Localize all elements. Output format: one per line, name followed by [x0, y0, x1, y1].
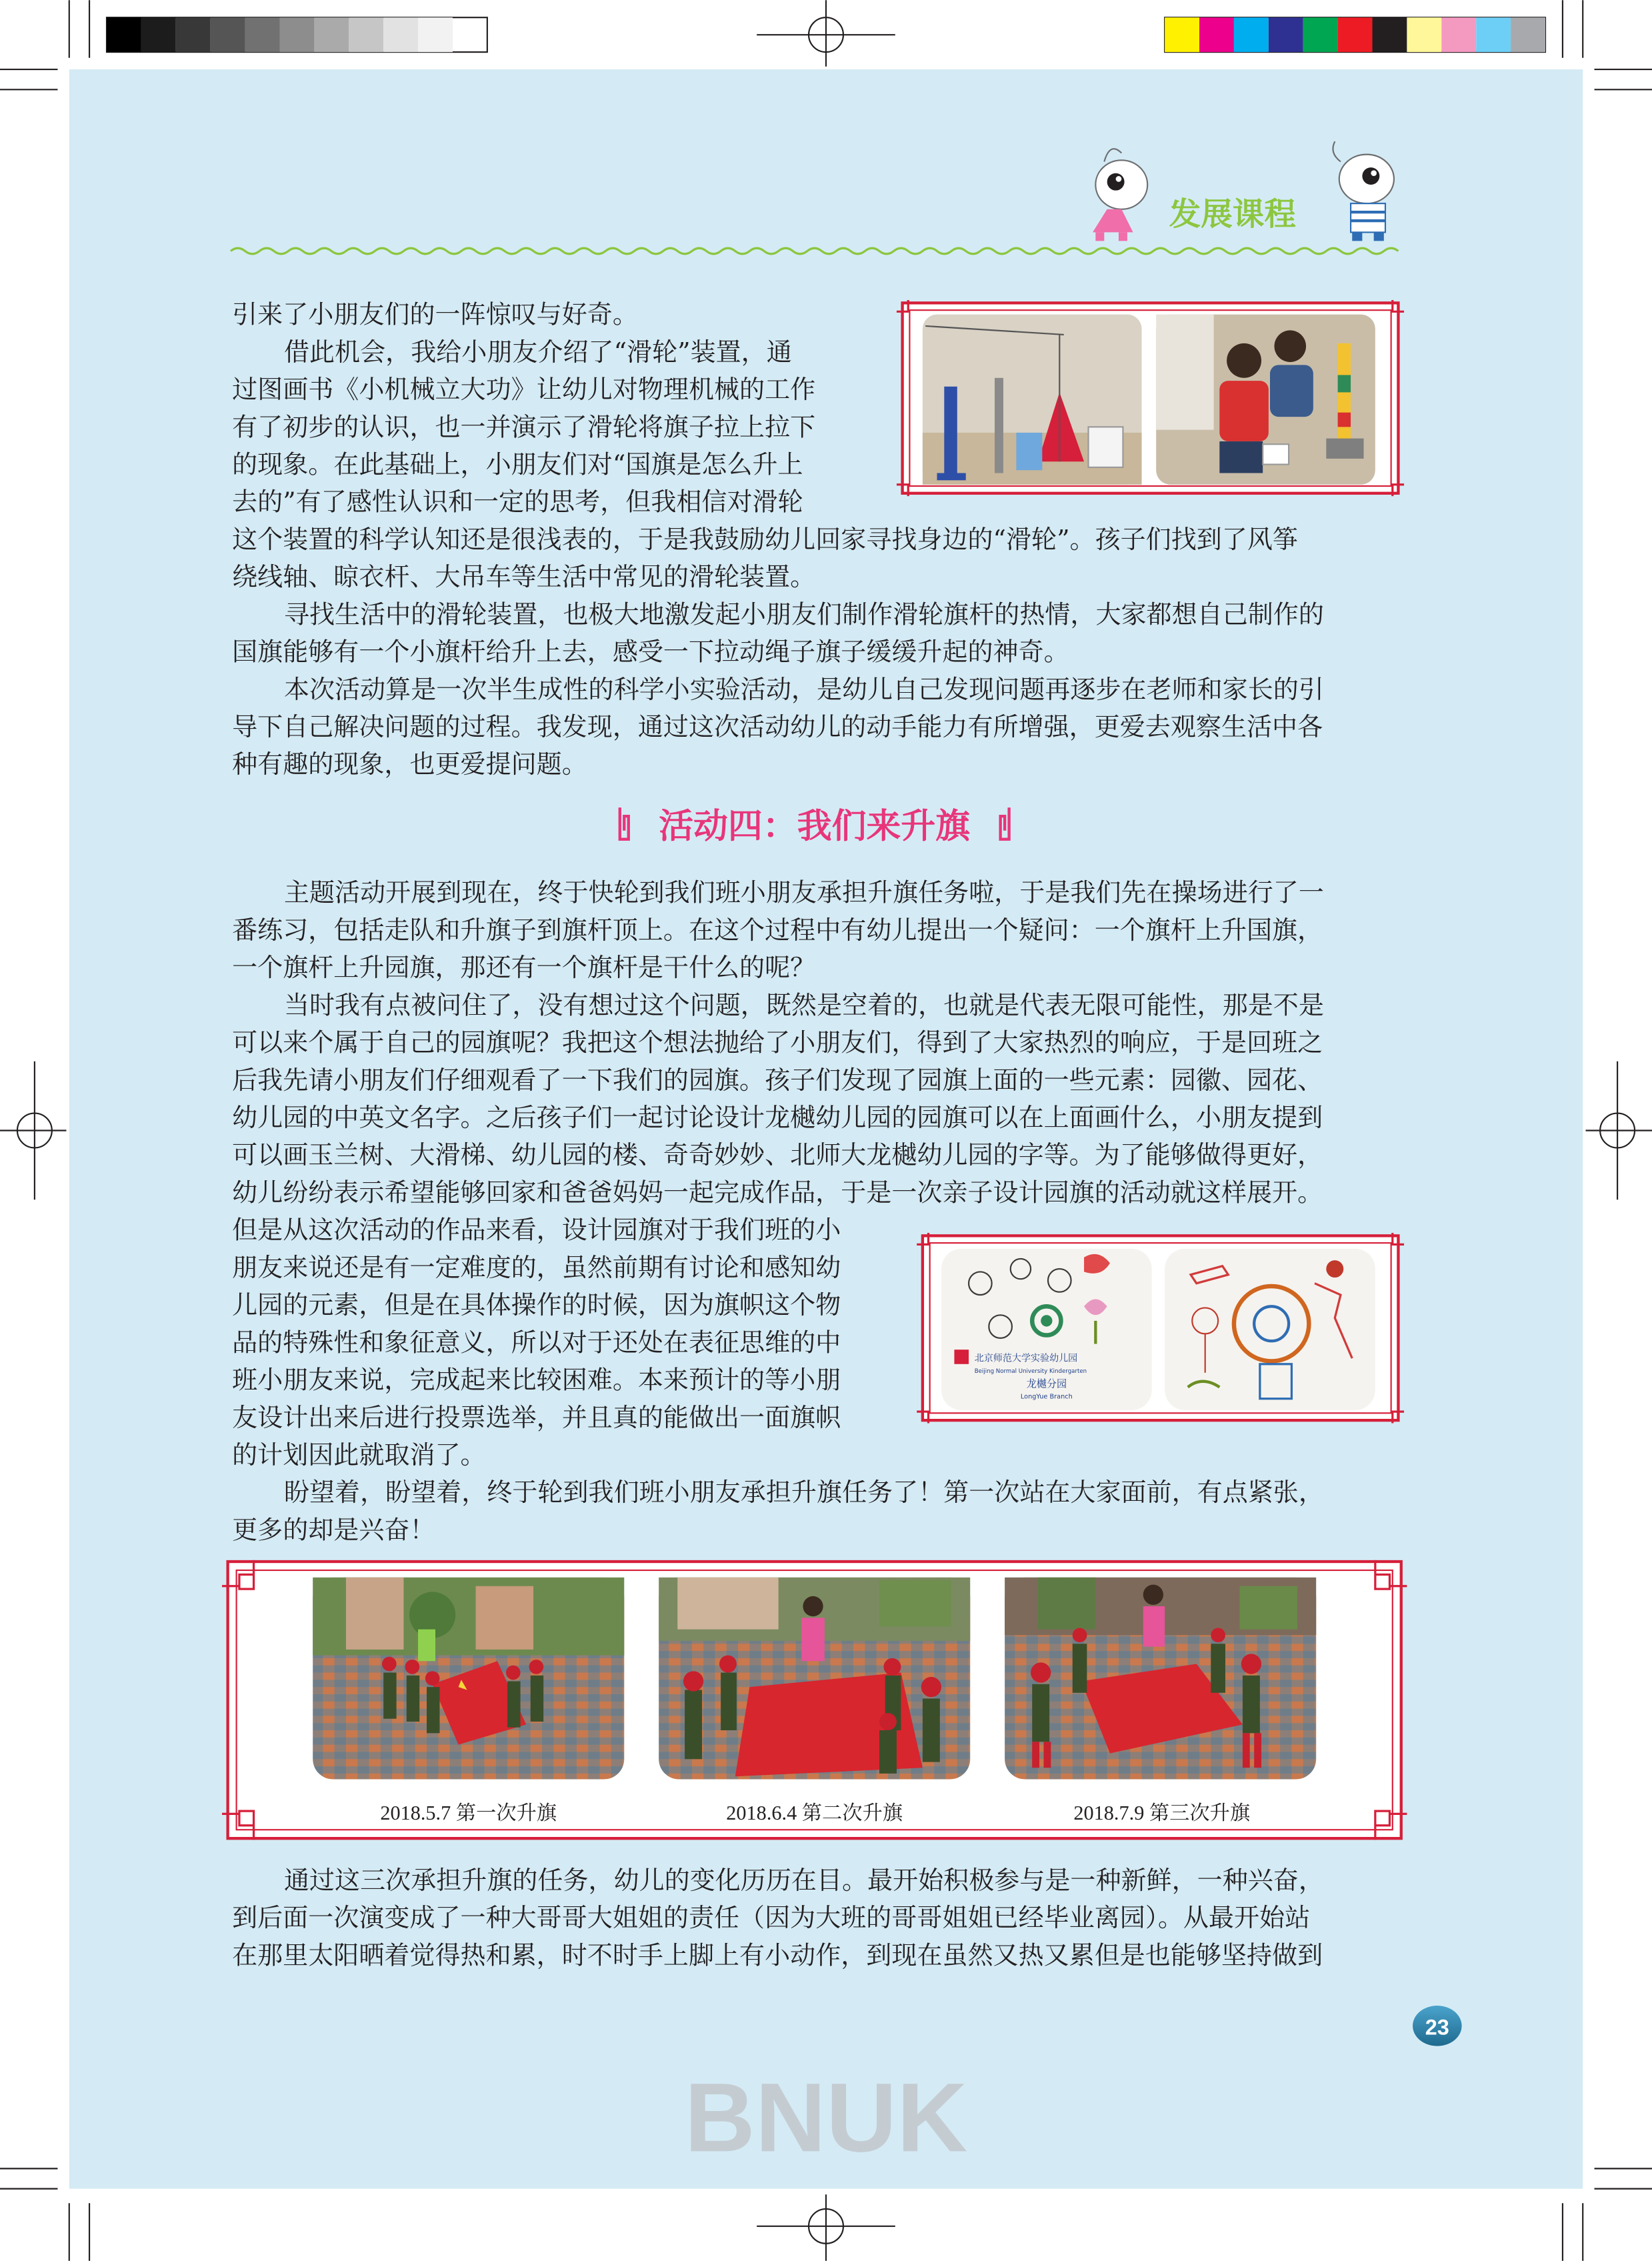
paragraph-line: 友设计出来后进行投票选举，并且真的能做出一面旗帜 [232, 1402, 841, 1432]
photo-frame-flag-designs [917, 1233, 1404, 1423]
color-bar-icon [1165, 17, 1545, 52]
artwork-branch-name: 龙樾分园 [1026, 1378, 1067, 1390]
paragraph-line: 引来了小朋友们的一阵惊叹与好奇。 [232, 299, 638, 329]
activity-heading: 活动四：我们来升旗 [659, 806, 971, 847]
photo-caption-2: 2018.6.4 第二次升旗 [726, 1802, 903, 1825]
footer-watermark: BNUK [684, 2063, 968, 2173]
paragraph-line: 后我先请小朋友们仔细观看了一下我们的园旗。孩子们发现了园旗上面的一些元素：园徽、园花、 [232, 1065, 1323, 1095]
paragraph-line: 番练习，包括走队和升旗子到旗杆顶上。在这个过程中有幼儿提出一个疑问：一个旗杆上升国旗， [232, 915, 1323, 945]
paragraph-line: 本次活动算是一次半生成性的科学小实验活动，是幼儿自己发现问题再逐步在老师和家长的引 [283, 674, 1324, 704]
pulley-models-photo [923, 315, 1142, 485]
paragraph-line: 盼望着，盼望着，终于轮到我们班小朋友承担升旗任务了！第一次站在大家面前，有点紧张， [283, 1478, 1324, 1508]
photo-caption-1: 2018.5.7 第一次升旗 [380, 1802, 557, 1825]
paragraph-line: 国旗能够有一个小旗杆给升上去，感受一下拉动绳子旗子缓缓升起的神奇。 [232, 637, 1069, 667]
artwork-branch-name-en: LongYue Branch [1020, 1393, 1073, 1401]
paragraph-line: 的计划因此就取消了。 [232, 1440, 486, 1470]
artwork-school-name-en: Beijing Normal University Kindergarten [974, 1368, 1087, 1375]
paragraph-line: 儿园的元素，但是在具体操作的时候，因为旗帜这个物 [232, 1290, 841, 1320]
paragraph-line: 当时我有点被问住了，没有想过这个问题，既然是空着的，也就是代表无限可能性，那是不是 [283, 990, 1324, 1020]
paragraph-line: 在那里太阳晒着觉得热和累，时不时手上脚上有小动作，到现在虽然又热又累但是也能够坚持做到 [232, 1940, 1323, 1970]
paragraph-line: 到后面一次演变成了一种大哥哥大姐姐的责任（因为大班的哥哥姐姐已经毕业离园）。从最开始站 [232, 1903, 1311, 1933]
paragraph-line: 导下自己解决问题的过程。我发现，通过这次活动幼儿的动手能力有所增强，更爱去观察生活中各 [232, 712, 1323, 742]
flag-raising-photo-2 [659, 1578, 970, 1780]
paragraph-line: 有了初步的认识，也一并演示了滑轮将旗子拉上拉下 [232, 412, 816, 442]
paragraph-line: 一个旗杆上升园旗，那还有一个旗杆是干什么的呢？ [232, 953, 816, 983]
children-building-photo [1156, 315, 1375, 485]
photo-frame-pulley [897, 300, 1404, 496]
paragraph-line: 绕线轴、晾衣杆、大吊车等生活中常见的滑轮装置。 [232, 562, 816, 592]
flag-raising-photo-3 [1005, 1578, 1316, 1780]
artwork-school-name: 北京师范大学实验幼儿园 [974, 1353, 1078, 1364]
paragraph-line: 主题活动开展到现在，终于快轮到我们班小朋友承担升旗任务啦，于是我们先在操场进行了一 [283, 877, 1324, 907]
flag-design-drawing-2 [1165, 1249, 1375, 1410]
paragraph-line: 但是从这次活动的作品来看，设计园旗对于我们班的小 [232, 1215, 841, 1245]
paragraph-line: 幼儿园的中英文名字。之后孩子们一起讨论设计龙樾幼儿园的园旗可以在上面画什么，小朋友提到 [232, 1103, 1323, 1133]
paragraph-line: 通过这三次承担升旗的任务，幼儿的变化历历在目。最开始积极参与是一种新鲜，一种兴奋， [283, 1865, 1324, 1895]
paragraph-line: 幼儿纷纷表示希望能够回家和爸爸妈妈一起完成作品，于是一次亲子设计园旗的活动就这样展开。 [232, 1178, 1323, 1208]
paragraph-line: 更多的却是兴奋！ [232, 1515, 435, 1545]
paragraph-line: 可以来个属于自己的园旗呢？我把这个想法抛给了小朋友们，得到了大家热烈的响应，于是回班之 [232, 1027, 1323, 1057]
photo-caption-3: 2018.7.9 第三次升旗 [1073, 1802, 1251, 1825]
flag-raising-photo-strip [222, 1560, 1407, 1840]
page-number-badge [1413, 2006, 1462, 2046]
paragraph-line: 寻找生活中的滑轮装置，也极大地激发起小朋友们制作滑轮旗杆的热情，大家都想自己制作的 [283, 599, 1324, 629]
activity-heading-banner [620, 807, 1009, 847]
paragraph-line: 过图画书《小机械立大功》让幼儿对物理机械的工作 [232, 375, 816, 405]
section-title: 发展课程 [1169, 196, 1296, 233]
paragraph-line: 朋友来说还是有一定难度的，虽然前期有讨论和感知幼 [232, 1252, 841, 1282]
paragraph-line: 种有趣的现象，也更爱提问题。 [232, 749, 587, 779]
paragraph-line: 品的特殊性和象征意义，所以对于还处在表征思维的中 [232, 1328, 841, 1358]
paragraph-line: 去的”有了感性认识和一定的思考，但我相信对滑轮 [232, 487, 803, 517]
paragraph-line: 的现象。在此基础上，小朋友们对“国旗是怎么升上 [232, 449, 803, 479]
paragraph-line: 班小朋友来说，完成起来比较困难。本来预计的等小朋 [232, 1365, 841, 1395]
flag-raising-photo-1 [313, 1578, 624, 1780]
paragraph-line: 借此机会，我给小朋友介绍了“滑轮”装置，通 [283, 337, 792, 367]
grayscale-bar-icon [107, 17, 487, 52]
paragraph-line: 可以画玉兰树、大滑梯、幼儿园的楼、奇奇妙妙、北师大龙樾幼儿园的字等。为了能够做得更好， [232, 1140, 1323, 1170]
paragraph-line: 这个装置的科学认知还是很浅表的，于是我鼓励幼儿回家寻找身边的“滑轮”。孩子们找到了风筝 [232, 524, 1298, 554]
flag-design-drawing-1 [941, 1249, 1152, 1410]
page-number: 23 [1425, 2015, 1449, 2040]
body-text-bottom [232, 1866, 1324, 1970]
